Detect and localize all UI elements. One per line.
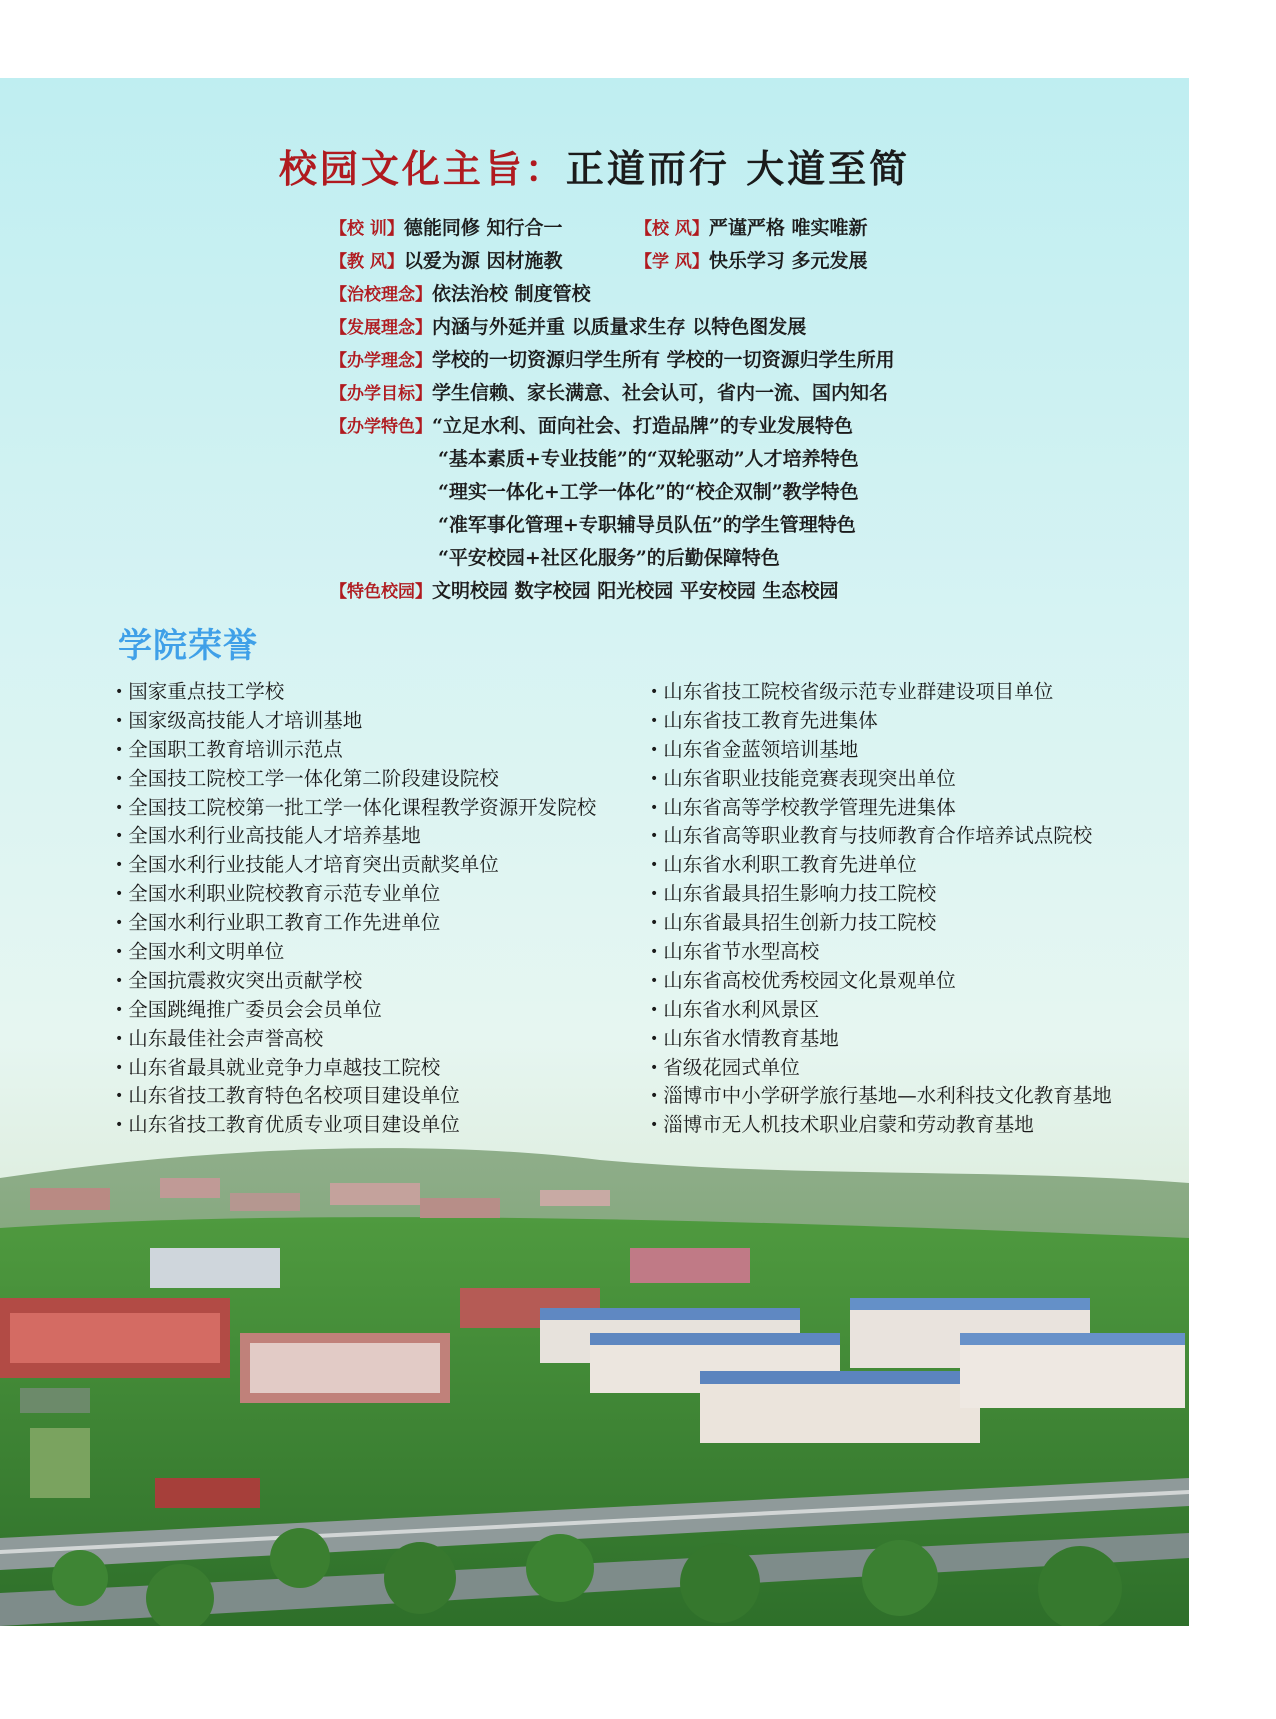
list-item: • 山东省节水型高校 bbox=[650, 938, 1112, 967]
motto-tag: 【校 训】 bbox=[330, 219, 404, 239]
motto-tag: 【学 风】 bbox=[635, 252, 709, 272]
list-item: • 国家重点技工学校 bbox=[115, 678, 596, 707]
title-label: 校园文化主旨： bbox=[278, 146, 566, 191]
motto-tag: 【特色校园】 bbox=[330, 582, 432, 602]
motto-text: 德能同修 知行合一 bbox=[403, 217, 563, 239]
list-item: • 山东省最具招生创新力技工院校 bbox=[650, 909, 1112, 938]
list-item: • 淄博市无人机技术职业启蒙和劳动教育基地 bbox=[650, 1111, 1112, 1140]
motto-text: 依法治校 制度管校 bbox=[432, 283, 591, 305]
motto-row bbox=[330, 542, 895, 575]
motto-row bbox=[330, 410, 895, 443]
list-item: • 山东省高校优秀校园文化景观单位 bbox=[650, 967, 1112, 996]
motto-text: 文明校园 数字校园 阳光校园 平安校园 生态校园 bbox=[432, 580, 839, 602]
honors-list-left bbox=[115, 678, 596, 1140]
list-item: • 全国水利行业技能人才培育突出贡献奖单位 bbox=[115, 851, 596, 880]
list-item: • 山东省高等学校教学管理先进集体 bbox=[650, 794, 1112, 823]
list-item: • 国家级高技能人才培训基地 bbox=[115, 707, 596, 736]
motto-row bbox=[330, 344, 895, 377]
list-item: • 山东省水利风景区 bbox=[650, 996, 1112, 1025]
motto-tag: 【办学特色】 bbox=[330, 417, 432, 437]
motto-text: 内涵与外延并重 以质量求生存 以特色图发展 bbox=[432, 316, 807, 338]
brochure-page bbox=[0, 78, 1189, 1626]
motto-tag: 【发展理念】 bbox=[330, 318, 432, 338]
motto-tag: 【治校理念】 bbox=[330, 285, 432, 305]
motto-row bbox=[330, 212, 895, 245]
list-item: • 淄博市中小学研学旅行基地—水利科技文化教育基地 bbox=[650, 1082, 1112, 1111]
list-item: • 山东省水情教育基地 bbox=[650, 1025, 1112, 1054]
motto-text: “准军事化管理+专职辅导员队伍”的学生管理特色 bbox=[438, 514, 856, 536]
motto-row bbox=[330, 311, 895, 344]
motto-tag: 【教 风】 bbox=[330, 252, 404, 272]
list-item: • 山东省技工教育特色名校项目建设单位 bbox=[115, 1082, 596, 1111]
motto-text: “立足水利、面向社会、打造品牌”的专业发展特色 bbox=[432, 415, 853, 437]
list-item: • 山东省高等职业教育与技师教育合作培养试点院校 bbox=[650, 822, 1112, 851]
motto-row bbox=[330, 278, 895, 311]
honors-list-right bbox=[650, 678, 1112, 1140]
motto-row bbox=[330, 509, 895, 542]
list-item: • 全国抗震救灾突出贡献学校 bbox=[115, 967, 596, 996]
motto-row bbox=[330, 476, 895, 509]
page-title bbox=[0, 138, 1189, 193]
motto-row bbox=[330, 377, 895, 410]
list-item: • 全国水利文明单位 bbox=[115, 938, 596, 967]
list-item: • 省级花园式单位 bbox=[650, 1054, 1112, 1083]
motto-text: “基本素质+专业技能”的“双轮驱动”人才培养特色 bbox=[438, 448, 859, 470]
motto-tag: 【办学理念】 bbox=[330, 351, 432, 371]
motto-text: 严谨严格 唯实唯新 bbox=[708, 217, 868, 239]
list-item: • 山东最佳社会声誉高校 bbox=[115, 1025, 596, 1054]
list-item: • 山东省技工教育优质专业项目建设单位 bbox=[115, 1111, 596, 1140]
list-item: • 山东省职业技能竞赛表现突出单位 bbox=[650, 765, 1112, 794]
list-item: • 山东省金蓝领培训基地 bbox=[650, 736, 1112, 765]
list-item: • 全国职工教育培训示范点 bbox=[115, 736, 596, 765]
list-item: • 全国水利职业院校教育示范专业单位 bbox=[115, 880, 596, 909]
list-item: • 全国水利行业职工教育工作先进单位 bbox=[115, 909, 596, 938]
list-item: • 山东省水利职工教育先进单位 bbox=[650, 851, 1112, 880]
motto-row bbox=[330, 575, 895, 608]
list-item: • 山东省技工院校省级示范专业群建设项目单位 bbox=[650, 678, 1112, 707]
list-item: • 山东省最具就业竞争力卓越技工院校 bbox=[115, 1054, 596, 1083]
motto-text: 以爱为源 因材施教 bbox=[403, 250, 563, 272]
title-text: 正道而行 大道至简 bbox=[565, 146, 911, 191]
motto-row bbox=[330, 443, 895, 476]
list-item: • 山东省技工教育先进集体 bbox=[650, 707, 1112, 736]
list-item: • 全国技工院校工学一体化第二阶段建设院校 bbox=[115, 765, 596, 794]
motto-text: “理实一体化+工学一体化”的“校企双制”教学特色 bbox=[438, 481, 859, 503]
motto-tag: 【办学目标】 bbox=[330, 384, 432, 404]
list-item: • 山东省最具招生影响力技工院校 bbox=[650, 880, 1112, 909]
motto-text: 学校的一切资源归学生所有 学校的一切资源归学生所用 bbox=[432, 349, 895, 371]
list-item: • 全国跳绳推广委员会会员单位 bbox=[115, 996, 596, 1025]
motto-text: “平安校园+社区化服务”的后勤保障特色 bbox=[438, 547, 780, 569]
list-item: • 全国技工院校第一批工学一体化课程教学资源开发院校 bbox=[115, 794, 596, 823]
honors-heading: 学院荣誉 bbox=[118, 626, 258, 666]
culture-mottos bbox=[330, 212, 895, 608]
motto-text: 快乐学习 多元发展 bbox=[708, 250, 868, 272]
motto-tag: 【校 风】 bbox=[635, 219, 709, 239]
motto-text: 学生信赖、家长满意、社会认可，省内一流、国内知名 bbox=[432, 382, 889, 404]
list-item: • 全国水利行业高技能人才培养基地 bbox=[115, 822, 596, 851]
motto-row bbox=[330, 245, 895, 278]
campus-aerial-photo bbox=[0, 1138, 1189, 1626]
